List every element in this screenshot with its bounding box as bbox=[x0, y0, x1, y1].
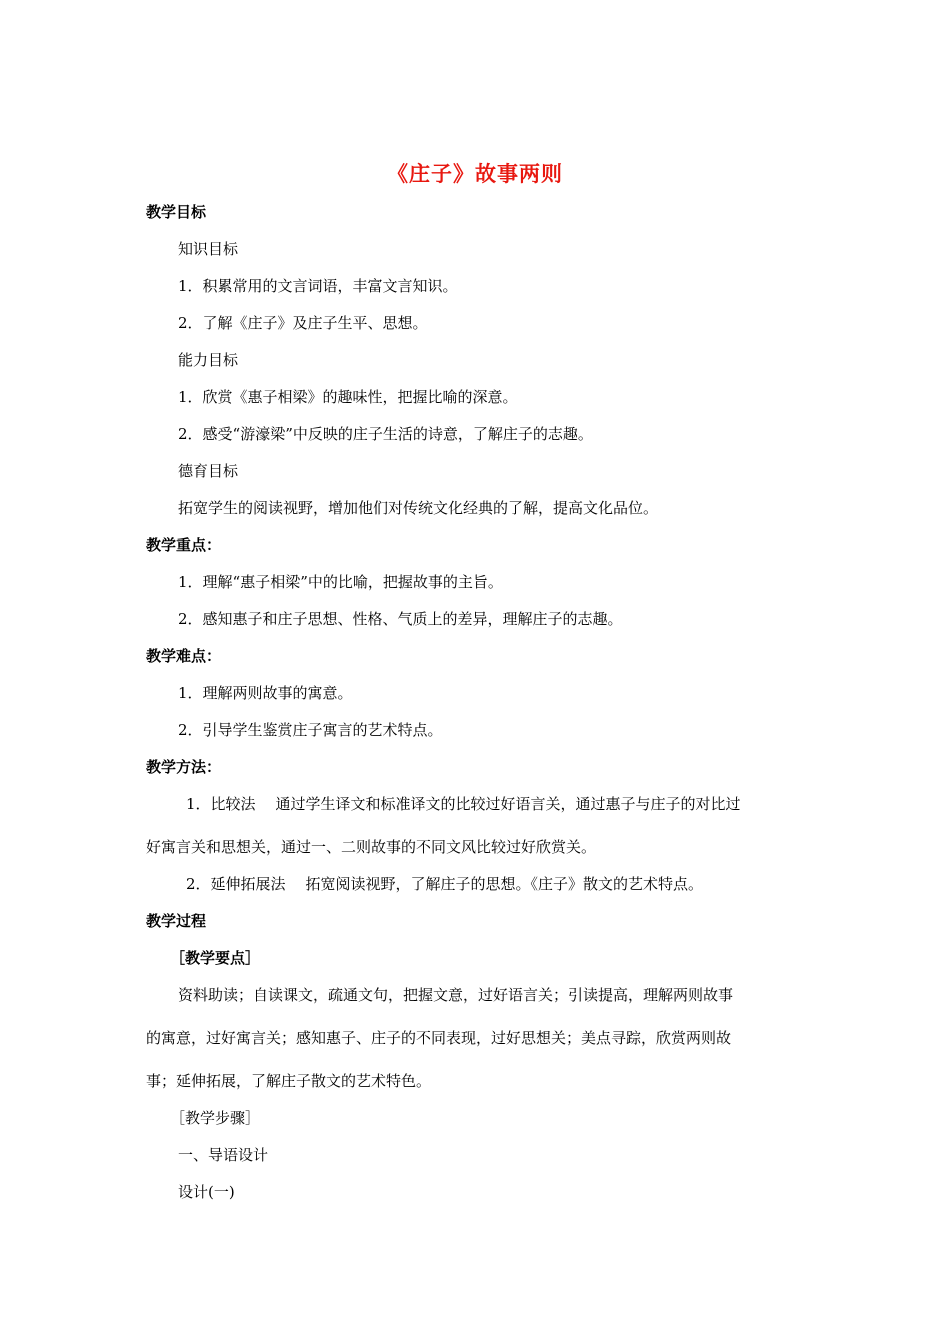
method-1-label: 1．比较法 bbox=[186, 795, 256, 813]
method-1-text: 通过学生译文和标准译文的比较过好语言关，通过惠子与庄子的对比过 bbox=[275, 795, 741, 813]
method-2-line bbox=[186, 874, 703, 894]
label-teaching-steps: ［教学步骤］ bbox=[170, 1109, 261, 1127]
method-2-label: 2．延伸拓展法 bbox=[186, 875, 286, 893]
teaching-points-line-2: 的寓意，过好寓言关；感知惠子、庄子的不同表现，过好思想关；美点寻踪，欣赏两则故 bbox=[146, 1029, 732, 1047]
document-title: 《庄子》故事两则 bbox=[387, 162, 563, 186]
ability-item-2: 2．感受“游濠梁”中反映的庄子生活的诗意，了解庄子的志趣。 bbox=[178, 425, 593, 443]
design-1: 设计(一) bbox=[178, 1183, 235, 1201]
method-1-line-1 bbox=[186, 794, 741, 814]
knowledge-item-2: 2．了解《庄子》及庄子生平、思想。 bbox=[178, 314, 428, 332]
heading-process: 教学过程 bbox=[146, 912, 207, 930]
difficulty-1: 1．理解两则故事的寓意。 bbox=[178, 684, 353, 702]
method-2-text: 拓宽阅读视野，了解庄子的思想。《庄子》散文的艺术特点。 bbox=[305, 875, 704, 893]
teaching-points-line-3: 事；延伸拓展，了解庄子散文的艺术特色。 bbox=[146, 1072, 432, 1090]
label-moral-objectives: 德育目标 bbox=[178, 462, 239, 480]
step-1-intro-design: 一、导语设计 bbox=[178, 1146, 269, 1164]
heading-methods: 教学方法： bbox=[146, 758, 222, 776]
method-1-line-2: 好寓言关和思想关，通过一、二则故事的不同文风比较过好欣赏关。 bbox=[146, 838, 597, 856]
key-point-2: 2．感知惠子和庄子思想、性格、气质上的差异，理解庄子的志趣。 bbox=[178, 610, 623, 628]
heading-difficulties: 教学难点： bbox=[146, 647, 222, 665]
heading-objectives: 教学目标 bbox=[146, 203, 207, 221]
moral-item-1: 拓宽学生的阅读视野，增加他们对传统文化经典的了解，提高文化品位。 bbox=[178, 499, 659, 517]
label-ability-objectives: 能力目标 bbox=[178, 351, 239, 369]
label-knowledge-objectives: 知识目标 bbox=[178, 240, 239, 258]
label-teaching-points: ［教学要点］ bbox=[170, 949, 261, 967]
difficulty-2: 2．引导学生鉴赏庄子寓言的艺术特点。 bbox=[178, 721, 443, 739]
ability-item-1: 1．欣赏《惠子相梁》的趣味性，把握比喻的深意。 bbox=[178, 388, 518, 406]
key-point-1: 1．理解“惠子相梁”中的比喻，把握故事的主旨。 bbox=[178, 573, 503, 591]
teaching-points-line-1: 资料助读；自读课文，疏通文句，把握文意，过好语言关；引读提高，理解两则故事 bbox=[178, 986, 734, 1004]
knowledge-item-1: 1．积累常用的文言词语，丰富文言知识。 bbox=[178, 277, 458, 295]
heading-key-points: 教学重点： bbox=[146, 536, 222, 554]
